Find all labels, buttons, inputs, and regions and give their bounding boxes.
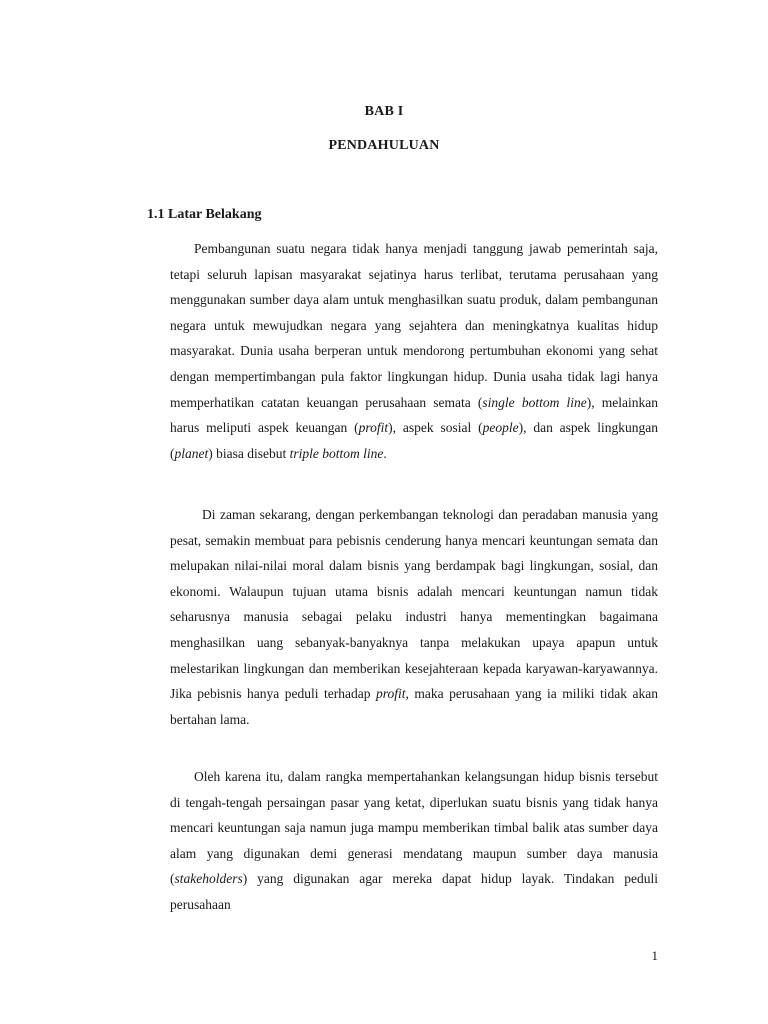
paragraph-1-term-single-bottom-line: single bottom line bbox=[482, 394, 587, 410]
paragraph-1-text-b: ), melainkan harus meliputi aspek keuangan ( bbox=[170, 394, 658, 436]
paragraph-2-text-a: Di zaman sekarang, dengan perkembangan teknologi dan peradaban manusia yang pesat, semakin membuat para pebisnis cenderung hanya mencari keuntungan semata dan melupakan nilai-nilai moral dalam bisnis yang berdampak bagi lingkungan, sosial, dan ekonomi. Walaupun tujuan utama bisnis adalah mencari keuntungan namun tidak seharusnya manusia sebagai pelaku industri hanya mementingkan bagaimana menghasilkan uang sebanyak-banyaknya tanpa melakukan upaya apapun untuk melestarikan lingkungan dan memberikan kesejahteraan kepada karyawan-karyawannya. Jika pebisnis hanya peduli terhadap bbox=[170, 507, 658, 702]
paragraph-1-text-d: ), dan aspek lingkungan ( bbox=[170, 420, 659, 461]
page-number: 1 bbox=[651, 948, 658, 963]
paragraph-3-text bbox=[170, 764, 658, 918]
paragraph-3 bbox=[170, 764, 658, 918]
paragraph-1-text-e: ) biasa disebut bbox=[208, 445, 290, 461]
paragraph-1-term-people: people bbox=[482, 420, 519, 436]
chapter-title: PENDAHULUAN bbox=[328, 138, 440, 153]
paragraph-1 bbox=[170, 236, 658, 466]
paragraph-2-term-profit: profit bbox=[375, 686, 406, 702]
paragraph-1-text-c: ), aspek sosial ( bbox=[388, 420, 483, 436]
paragraph-2-text-b: , maka perusahaan yang ia miliki tidak akan bertahan lama. bbox=[170, 686, 659, 727]
paragraph-1-term-planet: planet bbox=[174, 445, 209, 461]
paragraph-1-text bbox=[170, 236, 658, 466]
paragraph-1-term-triple-bottom-line: triple bottom line bbox=[289, 445, 384, 461]
paragraph-1-text-a: Pembangunan suatu negara tidak hanya menjadi tanggung jawab pemerintah saja, tetapi seluruh lapisan masyarakat sejatinya harus terlibat, terutama perusahaan yang menggunakan sumber daya alam untuk menghasilkan suatu produk, dalam pembangunan negara untuk mewujudkan negara yang sejahtera dan meningkatnya kualitas hidup masyarakat. Dunia usaha berperan untuk mendorong pertumbuhan ekonomi yang sehat dengan mempertimbangan pula faktor lingkungan hidup. Dunia usaha tidak lagi hanya memperhatikan catatan keuangan perusahaan semata ( bbox=[170, 241, 658, 410]
paragraph-1-term-profit: profit bbox=[358, 420, 389, 436]
paragraph-2-text bbox=[170, 502, 658, 732]
paragraph-3-text-b: ) yang digunakan agar mereka dapat hidup layak. Tindakan peduli perusahaan bbox=[170, 871, 658, 912]
section-heading: 1.1 Latar Belakang bbox=[147, 207, 262, 222]
paragraph-2 bbox=[170, 502, 658, 732]
chapter-label: BAB I bbox=[364, 104, 404, 119]
paragraph-3-term-stakeholders: stakeholders bbox=[174, 871, 243, 887]
paragraph-3-text-a: Oleh karena itu, dalam rangka mempertahankan kelangsungan hidup bisnis tersebut di tengah-tengah persaingan pasar yang ketat, diperlukan suatu bisnis yang tidak hanya mencari keuntungan saja namun juga mampu memberikan timbal balik atas sumber daya alam yang digunakan demi generasi mendatang maupun sumber daya manusia ( bbox=[170, 769, 658, 887]
paragraph-1-text-f: . bbox=[383, 445, 387, 461]
